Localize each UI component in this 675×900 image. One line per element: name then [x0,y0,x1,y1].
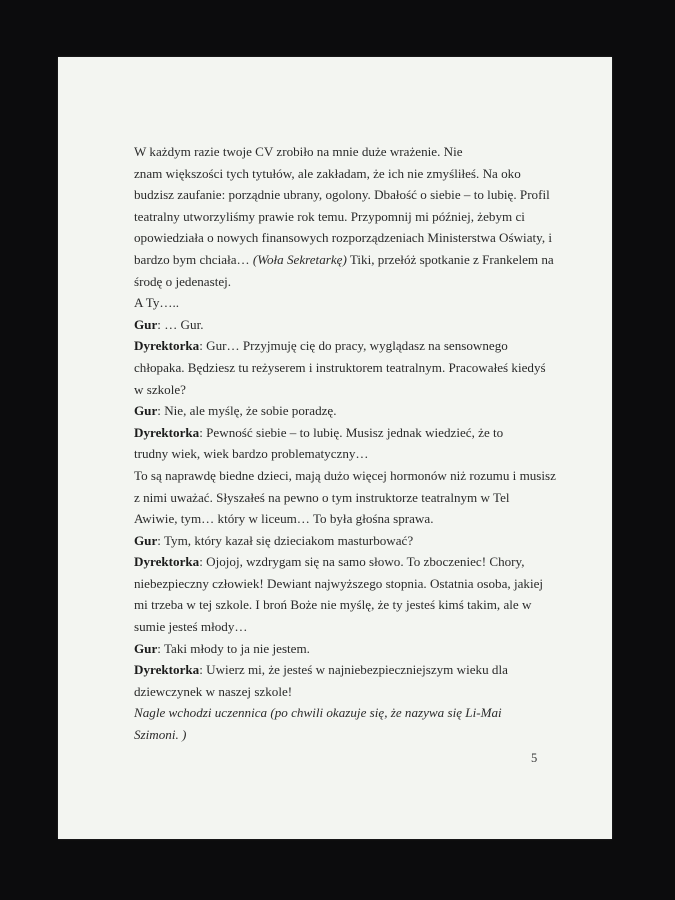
speaker-name: Gur [134,640,158,656]
stage-direction: Szimoni. ) [134,727,187,743]
text-line: trudny wiek, wiek bardzo problematyczny… [134,446,369,462]
text-line: W każdym razie twoje CV zrobiło na mnie duże wrażenie. Nie [134,144,463,159]
text-line: budzisz zaufanie: porządnie ubrany, ogolony. Dbałość o siebie – to lubię. Profil [134,187,550,203]
stage-direction: Nagle wchodzi uczennica (po chwili okazuje się, że nazywa się Li-Mai [134,705,502,721]
page-number: 5 [531,751,538,765]
dialogue-line: Gur: Nie, ale myślę, że sobie poradzę. [134,403,337,419]
dialogue-line: Dyrektorka: Uwierz mi, że jesteś w najniebezpieczniejszym wieku dla [134,662,508,678]
text-line: w szkole? [134,381,186,397]
speaker-name: Dyrektorka [134,554,200,570]
speaker-name: Dyrektorka [134,338,200,354]
speaker-name: Dyrektorka [134,662,200,678]
text-line: Awiwie, tym… który w liceum… To była głośna sprawa. [134,511,434,527]
dialogue-line: Gur: Taki młody to ja nie jestem. [134,640,310,656]
text-line: niebezpieczny człowiek! Dewiant najwyższego stopnia. Ostatnia osoba, jakiej [134,575,544,591]
text-line: teatralny utworzyliśmy prawie rok temu. Przypomnij mi później, żebym ci [134,208,525,224]
dialogue-line: Gur: … Gur. [134,316,204,332]
text-line: z nimi uważać. Słyszałeś na pewno o tym instruktorze teatralnym w Tel [134,489,510,505]
text-line: sumie jesteś młody… [134,619,248,635]
dialogue-text [134,141,554,746]
text-line: bardzo bym chciała… (Woła Sekretarkę) Tiki, przełóż spotkanie z Frankelem na [134,251,554,267]
speaker-name: Dyrektorka [134,424,200,440]
document-page [58,57,612,839]
speaker-name: Gur [134,316,158,332]
stage-direction: (Woła Sekretarkę) [252,251,347,267]
text-line: To są naprawdę biedne dzieci, mają dużo więcej hormonów niż rozumu i musisz [134,467,556,483]
text-line: chłopaka. Będziesz tu reżyserem i instruktorem teatralnym. Pracowałeś kiedyś [134,359,546,375]
text-line: A Ty….. [134,295,180,311]
text-line: środę o jedenastej. [134,273,232,289]
text-line: znam większości tych tytułów, ale zakładam, że ich nie zmyśliłeś. Na oko [134,165,521,181]
speaker-name: Gur [134,403,158,419]
dialogue-line: Dyrektorka: Gur… Przyjmuję cię do pracy, wyglądasz na sensownego [134,338,508,354]
speaker-name: Gur [134,532,158,548]
text-line: opowiedziała o nowych finansowych rozporządzeniach Ministerstwa Oświaty, i [134,230,553,246]
dialogue-line: Gur: Tym, który kazał się dzieciakom masturbować? [134,532,414,548]
text-line: dziewczynek w naszej szkole! [134,683,293,699]
dialogue-line: Dyrektorka: Ojojoj, wzdrygam się na samo słowo. To zboczeniec! Chory, [134,554,525,570]
dialogue-line: Dyrektorka: Pewność siebie – to lubię. Musisz jednak wiedzieć, że to [134,424,504,440]
text-line: mi trzeba w tej szkole. I broń Boże nie myślę, że ty jesteś kimś takim, ale w [134,597,532,613]
